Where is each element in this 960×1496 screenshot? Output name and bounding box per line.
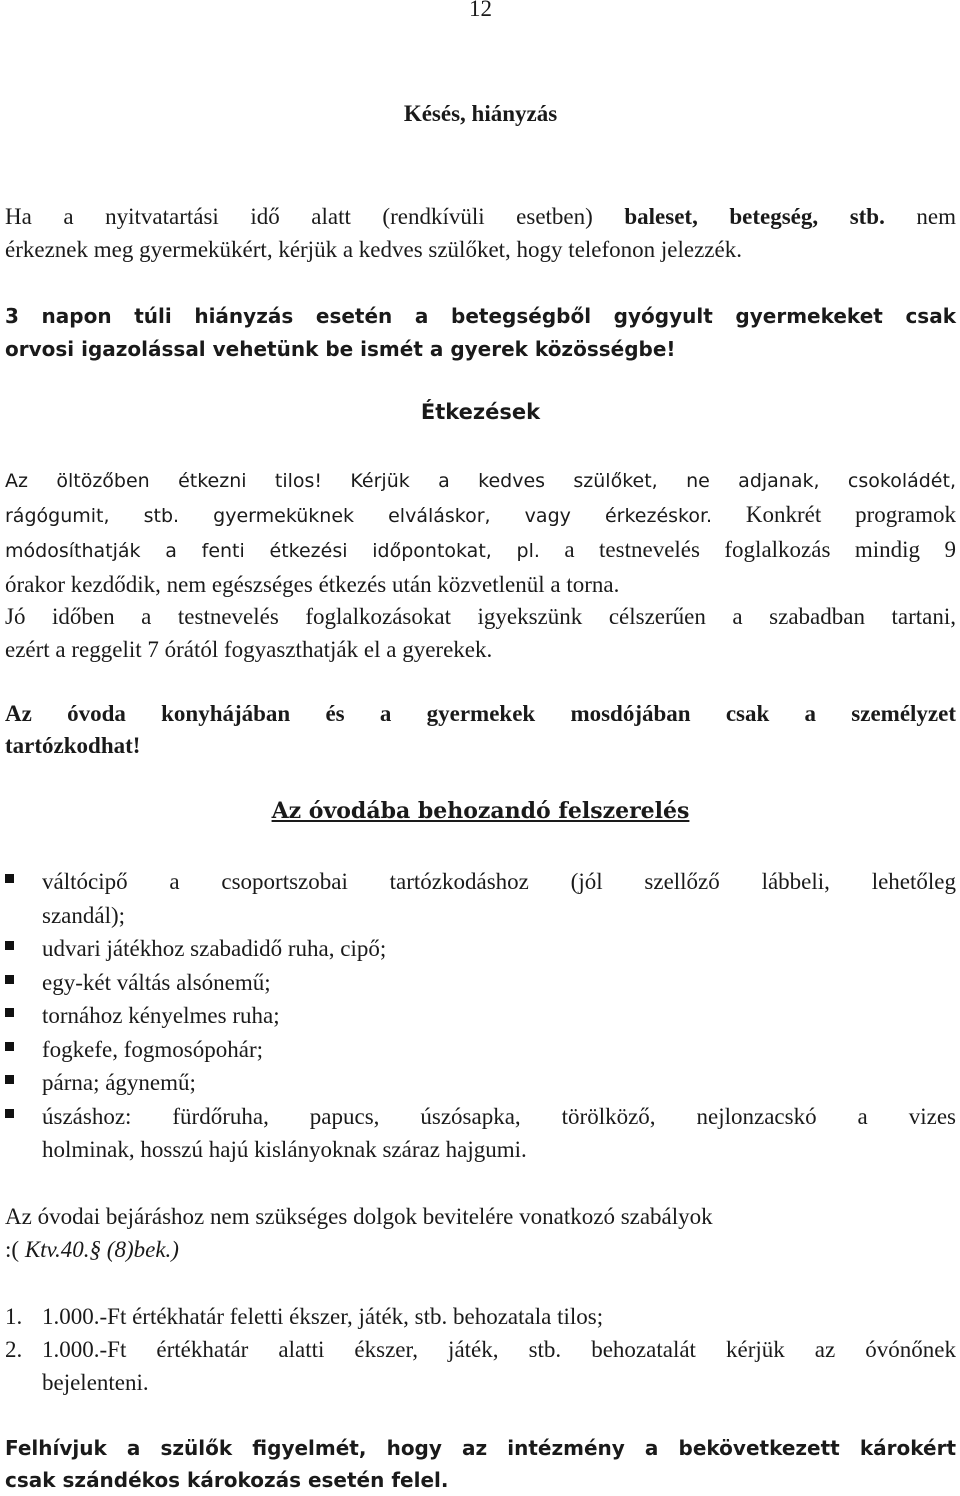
text-line: orvosi igazolással vehetünk be ismét a gyerek közösségbe! [5, 337, 676, 361]
text-line: tartózkodhat! [5, 733, 141, 758]
list-item-line: váltócipő a csoportszobai tartózkodáshoz (jól szellőző lábbeli, lehetőleg [42, 869, 956, 894]
text-line: Az óvodai bejáráshoz nem szükséges dolgok bevitelére vonatkozó szabályok [5, 1204, 713, 1229]
text-line: Jó időben a testnevelés foglalkozásokat igyekszünk célszerűen a szabadban tartani, [5, 604, 956, 629]
list-item-line: holminak, hosszú hajú kislányoknak száraz hajgumi. [42, 1137, 527, 1162]
list-item [5, 1100, 956, 1167]
text-line: :( Ktv.40.§ (8)bek.) [5, 1237, 179, 1262]
paragraph-meals [5, 465, 956, 601]
list-number: 1. [5, 1304, 23, 1329]
text-line: 3 napon túli hiányzás esetén a betegségből gyógyult gyermekeket csak [5, 304, 956, 328]
list-item-line: úszáshoz: fürdőruha, papucs, úszósapka, törölköző, nejlonzacskó a vizes [42, 1103, 956, 1129]
text-line: Ha a nyitvatartási idő alatt (rendkívüli esetben) baleset, betegség, stb. nem [5, 204, 956, 229]
list-item [5, 1333, 956, 1399]
list-item [5, 1300, 956, 1333]
text-line: érkeznek meg gyermekükért, kérjük a kedves szülőket, hogy telefonon jelezzék. [5, 237, 742, 262]
list-item-line: bejelenteni. [42, 1370, 149, 1395]
list-item: udvari játékhoz szabadidő ruha, cipő; [5, 932, 956, 966]
text-line: rágógumit, stb. gyermeküknek elváláskor, vagy érkezéskor. Konkrét programok [5, 502, 956, 527]
list-item-line: 1.000.-Ft értékhatár alatti ékszer, játék, stb. behozatalát kérjük az óvónőnek [42, 1337, 956, 1362]
paragraph-kitchen-warning [5, 698, 956, 762]
list-item-line: szandál); [42, 902, 126, 928]
text-line: Az öltözőben étkezni tilos! Kérjük a kedves szülőket, ne adjanak, csokoládét, [5, 470, 956, 492]
section-title-etkezesek: Étkezések [420, 400, 541, 424]
paragraph-liability-notice [5, 1432, 956, 1496]
list-item: párna; ágynemű; [5, 1066, 956, 1100]
page-number: 12 [469, 0, 492, 21]
list-number: 2. [5, 1337, 23, 1362]
paragraph-absence-notice [5, 200, 956, 266]
paragraph-gym-breakfast [5, 600, 956, 666]
text-line: ezért a reggelit 7 órától fogyaszthatják el a gyerekek. [5, 637, 493, 662]
list-item: fogkefe, fogmosópohár; [5, 1033, 956, 1067]
list-item [5, 865, 956, 932]
rules-list [5, 1300, 956, 1399]
text-line: órakor kezdődik, nem egészséges étkezés után közvetlenül a torna. [5, 572, 620, 597]
text-line: Az óvoda konyhájában és a gyermekek mosdójában csak a személyzet [5, 701, 956, 726]
list-item: tornához kényelmes ruha; [5, 999, 956, 1033]
paragraph-rules-intro [5, 1200, 956, 1266]
list-item: egy-két váltás alsónemű; [5, 966, 956, 1000]
equipment-list [5, 865, 956, 1167]
text-line: módosíthatják a fenti étkezési időpontokat, pl. a testnevelés foglalkozás mindig 9 [5, 537, 956, 562]
text-line: Felhívjuk a szülők figyelmét, hogy az intézmény a bekövetkezett károkért [5, 1436, 956, 1460]
paragraph-medical-certificate [5, 300, 956, 366]
text-line: csak szándékos károkozás esetén felel. [5, 1468, 449, 1492]
section-title-keses-hianyzas: Késés, hiányzás [403, 101, 558, 126]
section-title-felszereles: Az óvodába behozandó felszerelés [271, 798, 690, 824]
list-item-line: 1.000.-Ft értékhatár feletti ékszer, játék, stb. behozatala tilos; [42, 1304, 604, 1329]
